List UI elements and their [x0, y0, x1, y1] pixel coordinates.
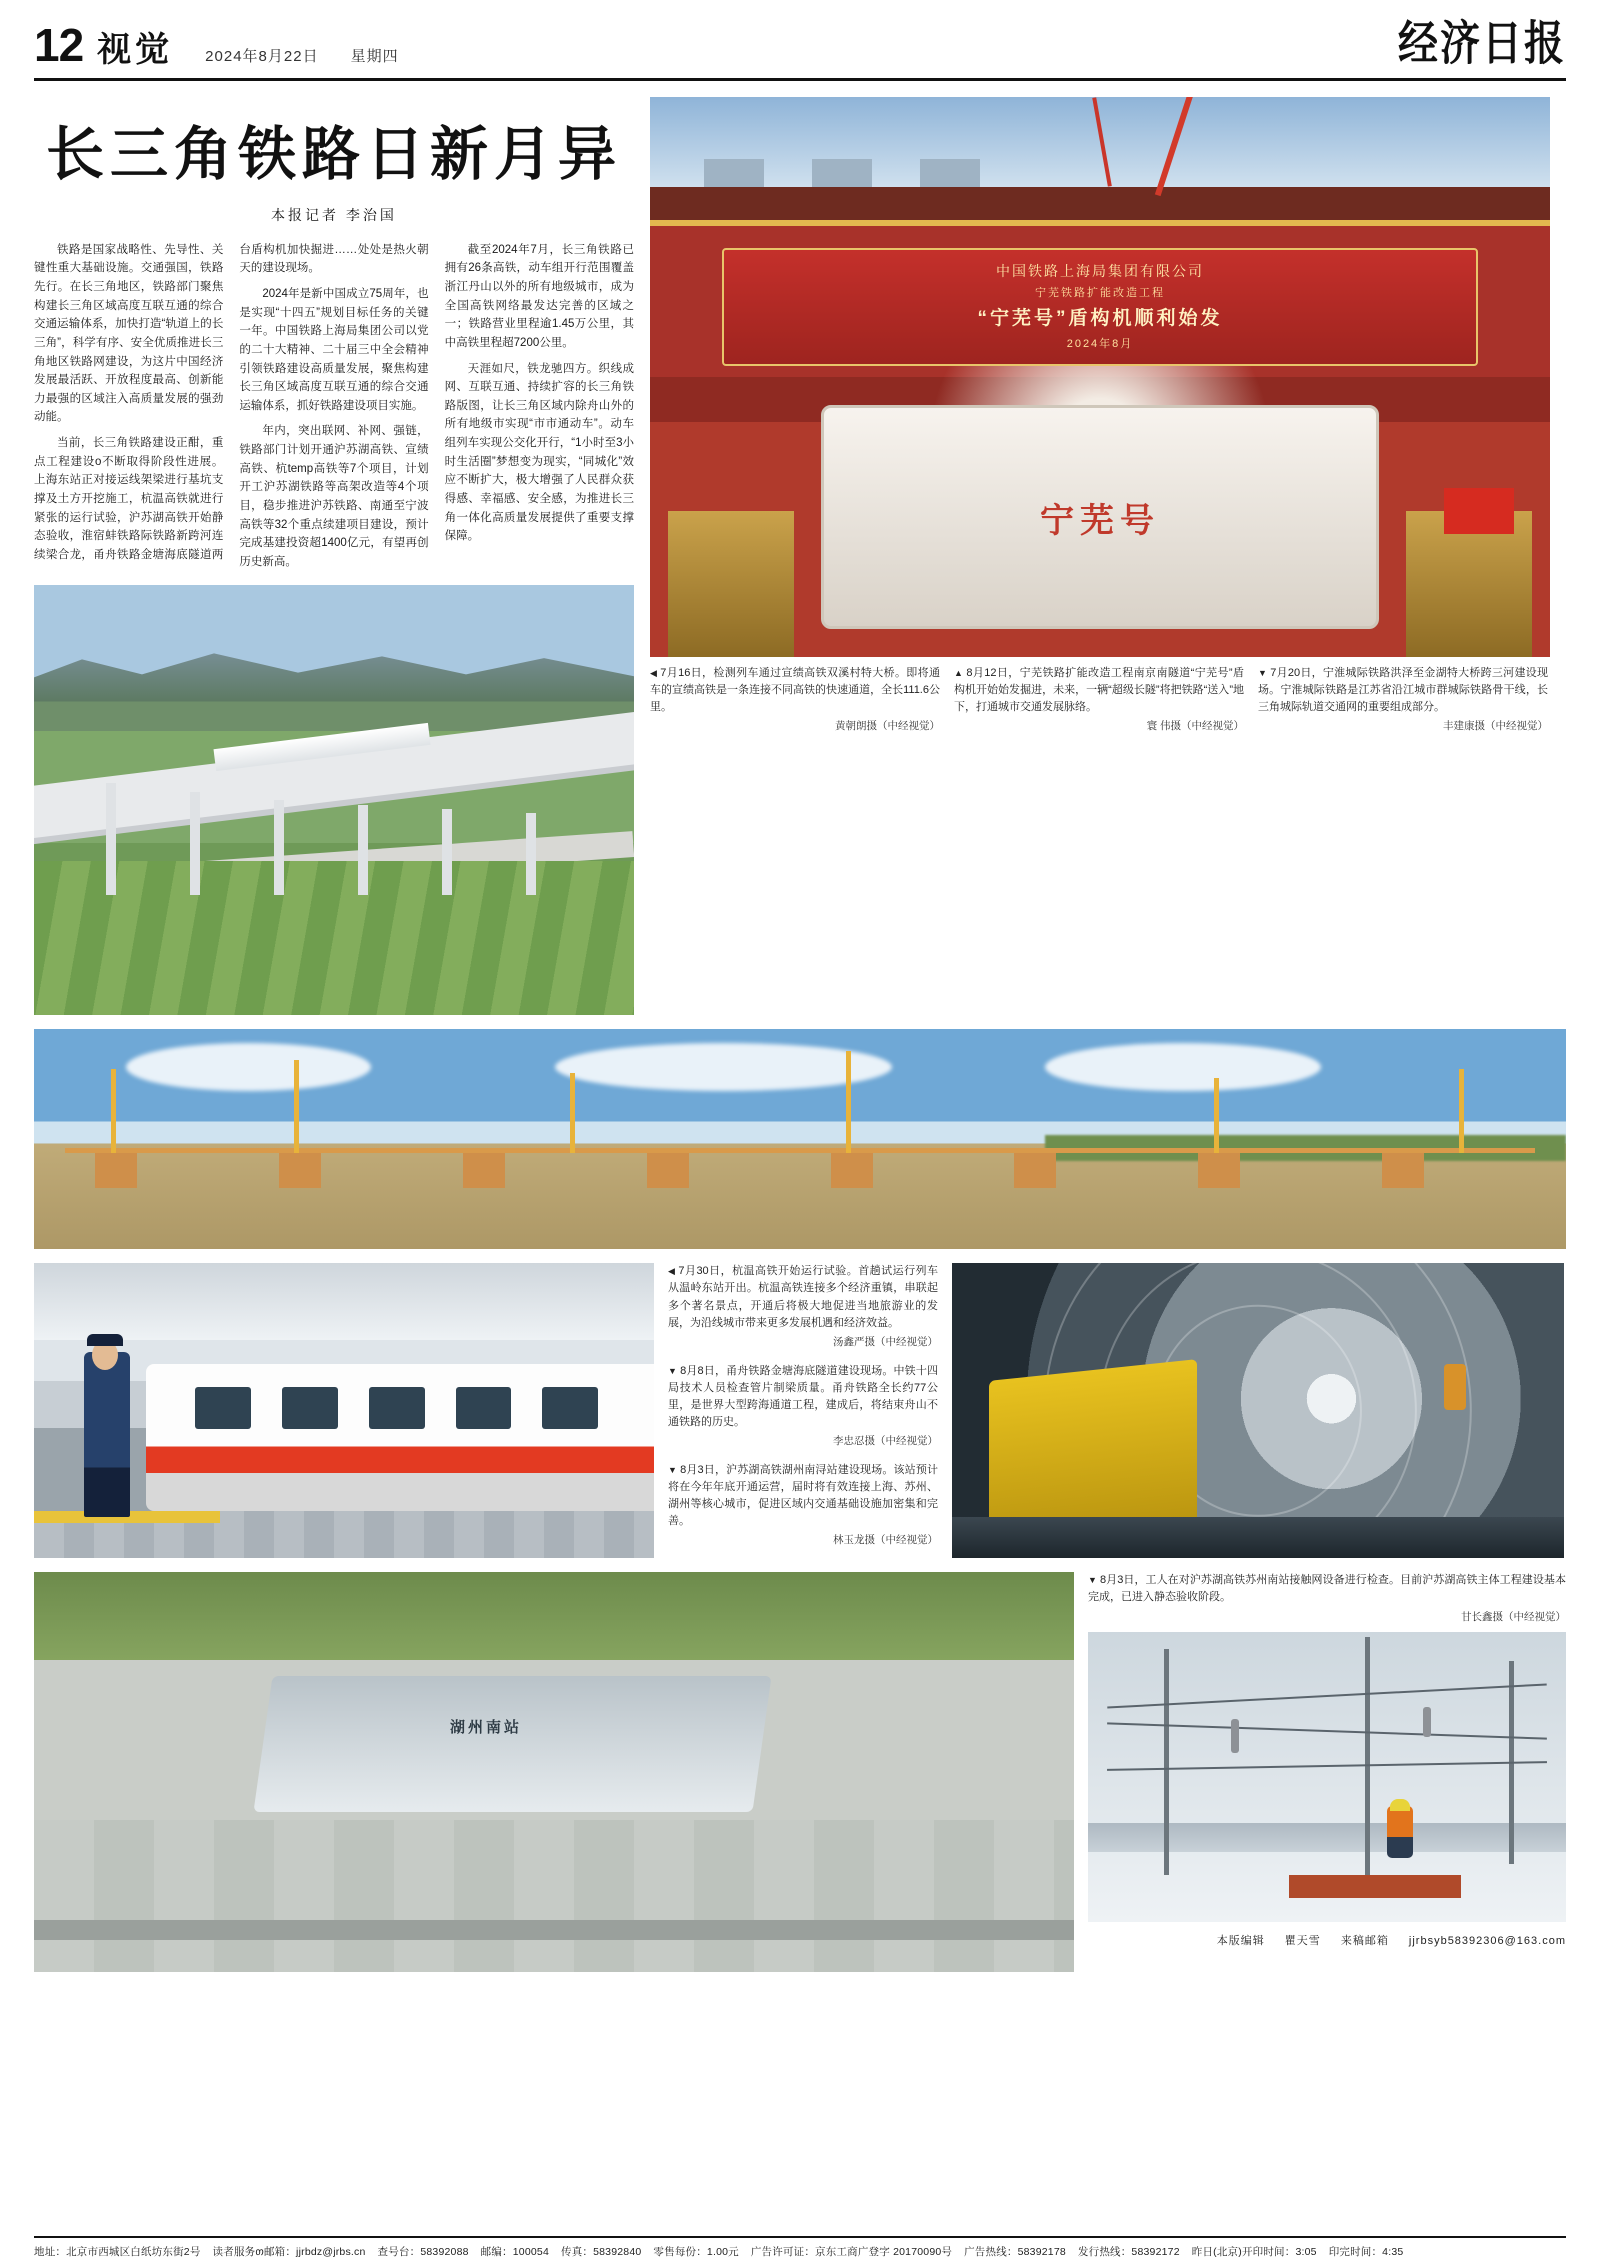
tower-crane — [570, 1073, 575, 1152]
bridge-pier — [647, 1153, 689, 1188]
train-window — [282, 1387, 338, 1428]
bridge-pier — [1198, 1153, 1240, 1188]
tbm-cutterhead — [821, 405, 1379, 629]
bridge-pier — [279, 1153, 321, 1188]
helmet-shape — [1390, 1799, 1410, 1811]
caption-block-2 — [954, 665, 1244, 733]
bridge-pier — [358, 805, 368, 895]
bridge-pier — [274, 800, 284, 895]
caption-text: ▼ 8月3日，沪苏湖高铁湖州南浔站建设现场。该站预计将在今年年底开通运营，届时将有效连接上海、苏州、湖州等核心城市，促进区域内交通基础设施加密集和完善。 — [668, 1462, 938, 1530]
page-title: 长三角铁路日新月异 — [45, 122, 622, 187]
bridge-pier — [442, 809, 452, 895]
contact-wire — [1107, 1761, 1547, 1771]
tower-crane — [1459, 1069, 1464, 1153]
caption-block-1 — [650, 665, 940, 733]
city-skyline-shape — [1088, 1823, 1566, 1852]
footer-fax: 传真：58392840 — [561, 2246, 642, 2258]
platform-roof-shape — [34, 1263, 654, 1340]
footer-query: 查号台：58392088 — [377, 2246, 469, 2258]
flag-shape — [1444, 488, 1514, 534]
photo-credit: 甘长鑫摄（中经视觉） — [1461, 1610, 1566, 1623]
photo-credit: 寰 伟摄（中经视觉） — [1146, 720, 1244, 733]
tower-crane — [294, 1060, 299, 1152]
article-paragraph: 铁路是国家战略性、先导性、关键性重大基础设施。交通强国，铁路先行。在长三角地区，铁路部门聚焦构建长三角区域高度互联互通的综合交通运输体系，加快打造“轨道上的长三角”，科学有序、安全优质推进长三角地区铁路网建设，为这片中国经济发展最活跃、开放程度最高、创新能力最强的区域注入高质量发展的强劲动能。 — [34, 243, 224, 424]
staff-figure — [84, 1352, 130, 1517]
caption-text: ◀ 7月16日，检测列车通过宣绩高铁双溪村特大桥。即将通车的宣绩高铁是一条连接不同高铁的快速通道，全长111.6公里。 — [650, 665, 940, 716]
page-footer — [34, 2236, 1566, 2259]
photo-credit: 丰建康摄（中经视觉） — [1443, 720, 1548, 733]
section-title: 视觉 — [97, 31, 174, 69]
submission-label: 来稿邮箱 — [1340, 1934, 1389, 1947]
photo-huzhounan-station-aerial — [34, 1572, 1074, 1972]
road-shape — [34, 1920, 1074, 1940]
caption-text: ▲ 8月12日，宁芜铁路扩能改造工程南京南隧道“宁芜号”盾构机开始始发掘进，未来，一辆“超级长隧”将把铁路“送入”地下，打通城市交通发展脉络。 — [954, 665, 1244, 716]
hero-caption-row — [650, 665, 1550, 733]
photo-credit: 李忠忍摄（中经视觉） — [833, 1434, 938, 1447]
photo-undersea-tunnel — [952, 1263, 1564, 1558]
banner-line-date: 2024年8月 — [1066, 337, 1134, 350]
cloud-shape — [1045, 1043, 1321, 1091]
caption-text: ▼ 8月3日，工人在对沪苏湖高铁苏州南站接触网设备进行检查。目前沪苏湖高铁主体工程建设基本完成，已进入静态验收阶段。 — [1088, 1572, 1566, 1606]
train-window — [542, 1387, 598, 1428]
station-name-label: 湖州南站 — [450, 1719, 523, 1737]
scaffold-left-shape — [668, 511, 794, 657]
worker-figure — [1387, 1806, 1413, 1858]
station-plaza-shape — [34, 1820, 1074, 1972]
tower-crane — [111, 1069, 116, 1153]
bottom-right-column — [1088, 1572, 1566, 1972]
farmland-shape — [34, 861, 634, 1016]
launch-banner — [722, 248, 1478, 365]
photo-hangwen-test-train — [34, 1263, 654, 1558]
caption-block-3 — [1258, 665, 1548, 733]
building-shape — [704, 159, 764, 187]
footer-price: 零售每份：1.00元 — [653, 2246, 739, 2258]
contact-wire — [1107, 1684, 1546, 1709]
train-window — [369, 1387, 425, 1428]
insulator — [1423, 1707, 1431, 1737]
article-paragraph: 2024年是新中国成立75周年，也是实现“十四五”规划目标任务的关键一年。中国铁路上海局集团公司以党的二十大精神、二十届三中全会精神引领铁路建设高质量发展，聚焦构建长三角区域高度互联互通的综合交通运输体系，抓好铁路建设项目实施。 — [239, 288, 429, 412]
worker-figure — [1444, 1364, 1466, 1410]
caption-text: ▼ 7月20日，宁淮城际铁路洪泽至金湖特大桥跨三河建设现场。宁淮城际铁路是江苏省沿江城市群城际铁路骨干线，长三角城际轨道交通网的重要组成部分。 — [1258, 665, 1548, 716]
bridge-deck-shape — [34, 710, 634, 840]
caption-text: ▼ 8月8日，甬舟铁路金塘海底隧道建设现场。中铁十四局技术人员检查管片制梁质量。甬舟铁路全长约77公里，是世界大型跨海通道工程，建成后，将结束舟山不通铁路的历史。 — [668, 1363, 938, 1431]
photo-viaduct-xuanji — [34, 585, 634, 1015]
mid-row — [34, 1263, 1566, 1558]
mid-caption-column — [668, 1263, 938, 1558]
catenary-mast — [1164, 1649, 1169, 1875]
footer-license: 广告许可证：京东工商广登字 20170090号 — [750, 2246, 953, 2258]
page-number: 12 — [34, 19, 84, 71]
station-roof-shape — [253, 1676, 771, 1812]
banner-line-company: 中国铁路上海局集团有限公司 — [996, 263, 1204, 280]
editor-label: 本版编辑 — [1216, 1934, 1265, 1947]
conveyor-shape — [952, 1517, 1564, 1558]
photo-credit: 林玉龙摄（中经视觉） — [833, 1533, 938, 1546]
article-paragraph: 当前，长三角铁路建设正酣，重点工程建设о不断取得阶段性进展。上海东站正对接运线架梁进行基坑支撑及土方开挖施工，杭温高铁就进行紧张的运行试验，沪苏湖高铁开始静态验收，淮宿蚌铁路际铁路新跨河连续梁合龙，甬舟铁路金塘海底隧道两台盾构机加快掘进……处处是热火朝天的建设现场。 — [34, 243, 429, 561]
photo-credit: 黄朝朗摄（中经视觉） — [835, 720, 940, 733]
footer-service-email: 读者服务თ邮箱：jjrbdz@jrbs.cn — [212, 2246, 366, 2258]
train-window — [456, 1387, 512, 1428]
footer-postcode: 邮编：100054 — [480, 2246, 549, 2258]
banner-line-project: 宁芜铁路扩能改造工程 — [1035, 286, 1165, 299]
footer-issue-hotline: 发行热线：58392172 — [1077, 2246, 1180, 2258]
photo-tbm-launch — [650, 97, 1550, 657]
masthead — [34, 0, 1566, 81]
photo-sea-bridge-panorama — [34, 1029, 1566, 1249]
photo-credit: 汤鑫严摄（中经视觉） — [833, 1335, 938, 1348]
bridge-pier — [95, 1153, 137, 1188]
bridge-pier — [526, 813, 536, 895]
grass-shape — [34, 1572, 1074, 1660]
article-paragraph: 天涯如尺，铁龙驰四方。织线成网、互联互通、持续扩容的长三角铁路版图，让长三角区域内除舟山外的所有地级市实现“市市通动车”。动车组列车实现公交化开行，“1小时至3小时生活圈”梦想变为现实，“同城化”效应不断扩大，极大增强了人民群众获得感、幸福感、安全感，为推进长三角一体化高质量发展提供了重要支撑保障。 — [444, 362, 634, 543]
article-body — [34, 241, 634, 572]
article-paragraph: 年内，突出联网、补网、强链，铁路部门计划开通沪苏湖高铁、宣绩高铁、杭temp高铁等7个项目，计划开工沪苏湖铁路等高架改造等4个项目，稳步推进沪苏铁路、南通至宁波高铁等32个重点续建项目建设，预计完成基建投资超1400亿元，有望再创历史新高。 — [239, 425, 429, 568]
bridge-pier — [1382, 1153, 1424, 1188]
editor-credit-line — [1088, 1932, 1566, 1948]
banner-line-main: “宁芜号”盾构机顺利始发 — [977, 307, 1223, 329]
work-platform-shape — [1289, 1875, 1461, 1898]
tower-crane — [1214, 1078, 1219, 1153]
article-column — [34, 97, 634, 1015]
building-shape — [812, 159, 872, 187]
insulator — [1231, 1719, 1239, 1753]
bridge-pier — [190, 792, 200, 895]
bridge-pier — [463, 1153, 505, 1188]
tbm-name-label: 宁芜号 — [1040, 502, 1160, 540]
hills-shape — [34, 641, 634, 701]
train-window — [195, 1387, 251, 1428]
tower-crane — [846, 1051, 851, 1152]
top-zone — [34, 97, 1566, 1015]
building-shape — [920, 159, 980, 187]
train-shape — [146, 1364, 654, 1512]
caption-text: ◀ 7月30日，杭温高铁开始运行试验。首趟试运行列车从温岭东站开出。杭温高铁连接多个经济重镇，串联起多个著名景点，开通后将极大地促进当地旅游业的发展，为沿线城市带来更多发展机遇和经济效益。 — [668, 1263, 938, 1331]
bridge-pier — [1014, 1153, 1056, 1188]
footer-print-end: 印完时间：4:35 — [1328, 2246, 1404, 2258]
submission-email: jjrbsyb58392306@163.com — [1408, 1934, 1566, 1947]
bottom-row — [34, 1572, 1566, 1972]
footer-print-start: 昨日(北京)开印时间：3:05 — [1191, 2246, 1317, 2258]
bridge-pier — [831, 1153, 873, 1188]
hero-photo-column — [650, 97, 1550, 1015]
photo-catenary-inspection — [1088, 1632, 1566, 1922]
footer-ad-hotline: 广告热线：58392178 — [964, 2246, 1066, 2258]
issue-weekday: 星期四 — [350, 48, 399, 65]
byline: 本报记者 李治国 — [271, 206, 397, 223]
article-paragraph: 截至2024年7月，长三角铁路已拥有26条高铁，动车组开行范围覆盖浙江丹山以外的所有地级城市，成为全国高铁网络最发达完善的区域之一；铁路营业里程逾1.45万公里，其中高铁里程超7200公里。 — [444, 243, 634, 349]
cloud-shape — [126, 1043, 371, 1091]
paper-logo: 经济日报 — [1398, 16, 1566, 72]
catenary-mast — [1365, 1637, 1370, 1881]
issue-date: 2024年8月22日 — [205, 48, 319, 65]
footer-address: 地址：北京市西城区白纸坊东街2号 — [34, 2246, 201, 2258]
editor-name: 瞿天雪 — [1284, 1934, 1321, 1947]
gold-trim-shape — [650, 220, 1550, 226]
staff-cap-shape — [87, 1334, 123, 1346]
bridge-pier — [106, 783, 116, 895]
masthead-left — [34, 19, 399, 71]
cloud-shape — [555, 1043, 892, 1091]
contact-wire — [1107, 1722, 1547, 1739]
